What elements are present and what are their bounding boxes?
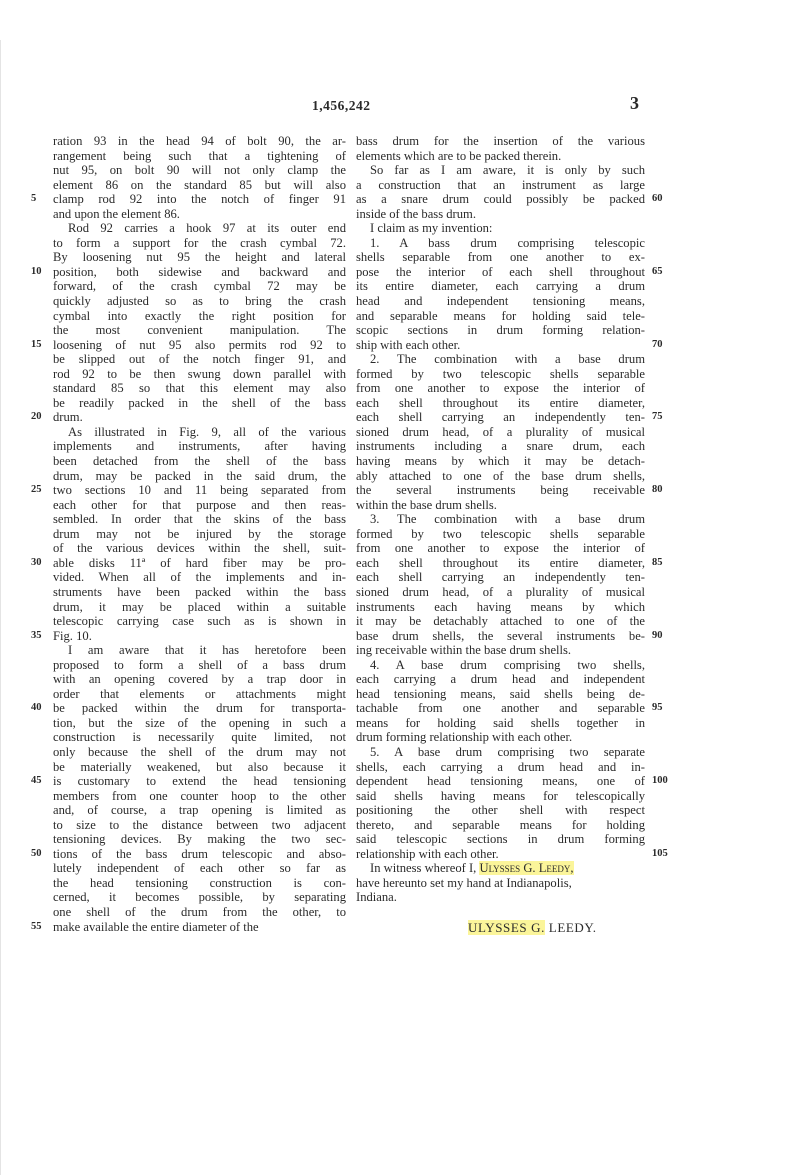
text-line: 2. The combination with a base drum (370, 352, 645, 367)
text-line: be packed within the drum for transporta- (53, 701, 346, 716)
witness-line: have hereunto set my hand at Indianapolis, (356, 875, 572, 890)
text-line: ing receivable within the base drum shells. (356, 643, 572, 658)
line-number-marker: 95 (652, 702, 663, 714)
text-line: shells, each carrying a drum head and in- (356, 759, 645, 774)
line-number-marker: 10 (31, 265, 42, 277)
text-line: proposed to form a shell of a bass drum (53, 657, 346, 672)
line-number-marker: 15 (31, 338, 42, 350)
text-line: said telescopic sections in drum forming (356, 832, 645, 847)
text-line: sioned drum head, of a plurality of musical (356, 584, 645, 599)
text-line: means for holding said shells together in (356, 715, 645, 730)
text-line: order that elements or attachments might (53, 686, 346, 701)
text-line: bass drum for the insertion of the various (356, 134, 645, 148)
text-line: tensioning devices. By making the two sec- (53, 832, 346, 847)
text-line: telescopic carrying case such as is shown in (53, 614, 346, 629)
left-column (53, 134, 346, 934)
text-line: with an opening covered by a trap door in (53, 672, 346, 687)
text-line: each carrying a drum head and independent (356, 672, 645, 687)
text-line: dependent head tensioning means, one of (356, 774, 645, 789)
line-number-marker: 85 (652, 556, 663, 568)
text-line: formed by two telescopic shells separable (356, 526, 645, 541)
text-line: drum forming relationship with each other. (356, 730, 573, 745)
text-line: to form a support for the crash cymbal 72. (53, 235, 346, 250)
text-line: head tensioning means, said shells being de- (356, 686, 645, 701)
text-line: members from one counter hoop to the other (53, 788, 346, 803)
text-line: its entire diameter, each carrying a drum (356, 279, 645, 294)
text-line: the head tensioning construction is con- (53, 875, 346, 890)
text-line: sembled. In order that the skins of the bass (53, 512, 346, 527)
text-line: positioning the other shell with respect (356, 803, 645, 818)
text-line: 3. The combination with a base drum (370, 512, 645, 527)
signature-rest: LEEDY. (544, 920, 597, 935)
text-line: 5. A base drum comprising two separate (370, 744, 645, 759)
text-line: said shells having means for telescopically (356, 788, 645, 803)
text-line: be readily packed in the shell of the bass (53, 395, 346, 410)
text-line: ably attached to one of the base drum shells, (356, 468, 645, 483)
text-line: and upon the element 86. (53, 206, 180, 221)
text-line: As illustrated in Fig. 9, all of the various (68, 424, 346, 439)
text-line: two sections 10 and 11 being separated from (53, 483, 346, 498)
text-line: able disks 11ª of hard fiber may be pro- (53, 555, 346, 570)
text-line: is customary to extend the head tensioning (53, 774, 346, 789)
text-line: scopic sections in drum forming relation- (356, 323, 645, 338)
line-number-marker: 35 (31, 629, 42, 641)
text-line: cerned, it becomes possible, by separating (53, 890, 346, 905)
text-line: having means by which it may be detach- (356, 454, 645, 469)
text-line: only because the shell of the drum may not (53, 744, 346, 759)
line-number-marker: 25 (31, 484, 42, 496)
witness-line (356, 861, 645, 876)
text-line: make available the entire diameter of the (53, 919, 259, 934)
text-line: each shell carrying an independently ten- (356, 570, 645, 585)
line-number-marker: 20 (31, 411, 42, 423)
text-line: from one another to expose the interior of (356, 381, 645, 396)
text-line: drum. (53, 410, 83, 425)
text-line: be slipped out of the notch finger 91, and (53, 352, 346, 367)
text-line: Rod 92 carries a hook 97 at its outer end (68, 221, 346, 236)
text-line: base drum shells, the several instruments be- (356, 628, 645, 643)
text-line: inside of the bass drum. (356, 206, 476, 221)
line-number-marker: 100 (652, 775, 668, 787)
text-line: relationship with each other. (356, 846, 499, 861)
text-line: 1. A bass drum comprising telescopic (370, 235, 645, 250)
text-line: quickly adjusted so as to bring the crash (53, 294, 346, 309)
text-line: shells separable from one another to ex- (356, 250, 645, 265)
scan-edge (0, 40, 1, 1175)
text-line: as a snare drum could possibly be packed (356, 192, 645, 207)
text-line: implements and instruments, after having (53, 439, 346, 454)
text-line: sioned drum head, of a plurality of musical (356, 424, 645, 439)
text-line: one shell of the drum from the other, to (53, 904, 346, 919)
text-line: drum, it may be placed within a suitable (53, 599, 346, 614)
witness-name-highlight: Ulysses G. Leedy, (479, 861, 574, 876)
signature (468, 920, 597, 936)
text-line: lutely independent of each other so far as (53, 861, 346, 876)
line-number-marker: 45 (31, 775, 42, 787)
text-line: a construction that an instrument as large (356, 177, 645, 192)
line-number-marker: 105 (652, 847, 668, 859)
text-line: Fig. 10. (53, 628, 92, 643)
text-line: tachable from one another and separable (356, 701, 645, 716)
line-number-marker: 30 (31, 556, 42, 568)
right-column (356, 134, 645, 905)
text-line: struments have been packed within the bass (53, 584, 346, 599)
patent-number: 1,456,242 (312, 98, 371, 113)
text-line: construction is necessarily quite limited, not (53, 730, 346, 745)
text-line: drum may not be injured by the storage (53, 526, 346, 541)
text-line: forward, of the crash cymbal 72 may be (53, 279, 346, 294)
text-line: rangement being such that a tightening of (53, 148, 346, 163)
text-line: thereto, and separable means for holding (356, 817, 645, 832)
text-line: I claim as my invention: (370, 221, 493, 236)
witness-line: Indiana. (356, 890, 397, 905)
text-line: formed by two telescopic shells separable (356, 366, 645, 381)
text-line: each shell throughout its entire diameter, (356, 555, 645, 570)
text-line: clamp rod 92 into the notch of finger 91 (53, 192, 346, 207)
text-line: from one another to expose the interior of (356, 541, 645, 556)
text-line: each shell throughout its entire diameter, (356, 395, 645, 410)
line-number-marker: 50 (31, 847, 42, 859)
text-line: each shell carrying an independently ten- (356, 410, 645, 425)
line-number-marker: 80 (652, 484, 663, 496)
text-line: and, of course, a trap opening is limited as (53, 803, 346, 818)
signature-highlight: ULYSSES G. (468, 920, 545, 935)
page-number: 3 (630, 93, 639, 113)
text-line: tions of the bass drum telescopic and abso- (53, 846, 346, 861)
line-number-marker: 70 (652, 338, 663, 350)
line-number-marker: 65 (652, 265, 663, 277)
text-line: elements which are to be packed therein. (356, 148, 562, 163)
text-line: and separable means for holding said tele- (356, 308, 645, 323)
text-line: tion, but the size of the opening in such a (53, 715, 346, 730)
line-number-marker: 55 (31, 920, 42, 932)
text-line: it may be detachably attached to one of the (356, 614, 645, 629)
text-line: been detached from the shell of the bass (53, 454, 346, 469)
text-line: By loosening nut 95 the height and lateral (53, 250, 346, 265)
text-line: So far as I am aware, it is only by such (370, 163, 645, 178)
text-line: each other for that purpose and then reas- (53, 497, 346, 512)
text-line: rod 92 to be then swung down parallel with (53, 366, 346, 381)
text-line: standard 85 so that this element may also (53, 381, 346, 396)
text-line: within the base drum shells. (356, 497, 497, 512)
text-line: cymbal into exactly the right position for (53, 308, 346, 323)
text-line: drum, may be packed in the said drum, the (53, 468, 346, 483)
text-line: ration 93 in the head 94 of bolt 90, the ar- (53, 134, 346, 148)
text-line: instruments each having means by which (356, 599, 645, 614)
line-number-marker: 40 (31, 702, 42, 714)
text-line: of the various devices within the shell, suit- (53, 541, 346, 556)
text-line: nut 95, on bolt 90 will not only clamp the (53, 163, 346, 178)
text-line: ship with each other. (356, 337, 461, 352)
text-line: the several instruments being receivable (356, 483, 645, 498)
line-number-marker: 90 (652, 629, 663, 641)
line-number-marker: 60 (652, 193, 663, 205)
text-line: pose the interior of each shell throughout (356, 264, 645, 279)
text-line: position, both sidewise and backward and (53, 264, 346, 279)
text-line: 4. A base drum comprising two shells, (370, 657, 645, 672)
text-line: instruments including a snare drum, each (356, 439, 645, 454)
text-line: element 86 on the standard 85 but will also (53, 177, 346, 192)
text-line: vided. When all of the implements and in- (53, 570, 346, 585)
text-line: I am aware that it has heretofore been (68, 643, 346, 658)
text-line: the most convenient manipulation. The (53, 323, 346, 338)
witness-prefix: In witness whereof I, (370, 861, 480, 876)
line-number-marker: 5 (31, 193, 37, 205)
text-line: head and independent tensioning means, (356, 294, 645, 309)
text-line: loosening of nut 95 also permits rod 92 to (53, 337, 346, 352)
text-line: be materially weakened, but also because it (53, 759, 346, 774)
line-number-marker: 75 (652, 411, 663, 423)
text-line: to size to the distance between two adjacent (53, 817, 346, 832)
